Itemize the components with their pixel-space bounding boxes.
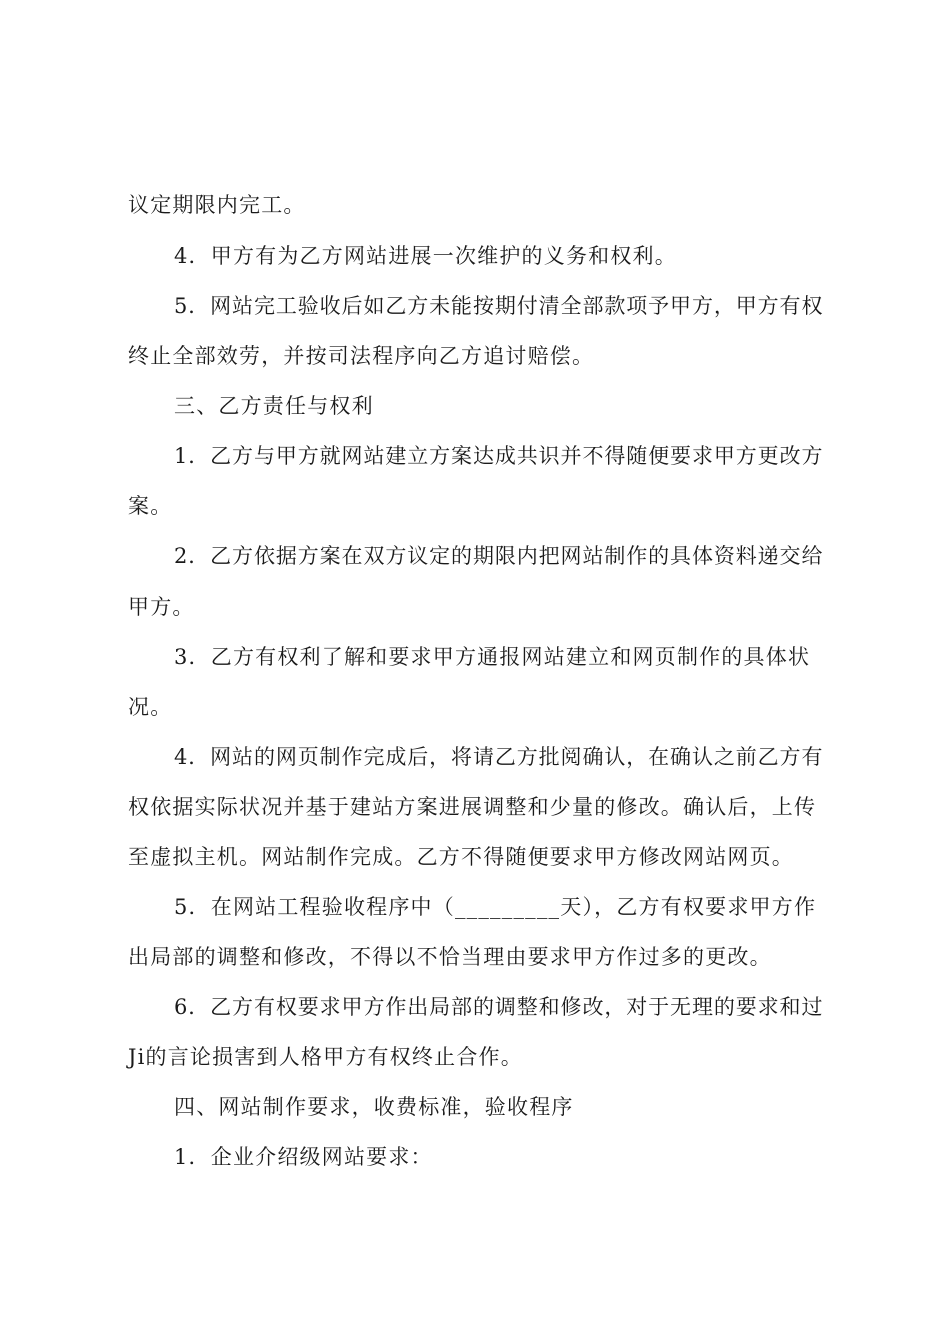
text-line-14: 至虚拟主机。网站制作完成。乙方不得随便要求甲方修改网站网页。	[128, 845, 794, 869]
text-line-15: 5．在网站工程验收程序中（_________天），乙方有权要求甲方作	[174, 895, 817, 919]
text-line-8: 2．乙方依据方案在双方议定的期限内把网站制作的具体资料递交给	[174, 544, 824, 568]
section-heading-3: 三、乙方责任与权利	[174, 394, 374, 418]
text-line-3: 5．网站完工验收后如乙方未能按期付清全部款项予甲方，甲方有权	[174, 294, 824, 318]
text-line-2: 4．甲方有为乙方网站进展一次维护的义务和权利。	[174, 244, 677, 268]
text-line-16: 出局部的调整和修改，不得以不恰当理由要求甲方作过多的更改。	[128, 945, 772, 969]
text-line-9: 甲方。	[128, 595, 195, 619]
text-line-6: 1．乙方与甲方就网站建立方案达成共识并不得随便要求甲方更改方	[174, 444, 824, 468]
text-line-10: 3．乙方有权利了解和要求甲方通报网站建立和网页制作的具体状	[174, 645, 811, 669]
text-line-11: 况。	[128, 695, 173, 719]
text-line-20: 1．企业介绍级网站要求：	[174, 1145, 433, 1169]
section-heading-4: 四、网站制作要求，收费标准，验收程序	[174, 1095, 574, 1119]
text-line-1: 议定期限内完工。	[128, 193, 306, 217]
text-line-13: 权依据实际状况并基于建站方案进展调整和少量的修改。确认后，上传	[128, 795, 817, 819]
text-line-12: 4．网站的网页制作完成后，将请乙方批阅确认，在确认之前乙方有	[174, 745, 824, 769]
text-line-17: 6．乙方有权要求甲方作出局部的调整和修改，对于无理的要求和过	[174, 995, 824, 1019]
text-line-18: Ji的言论损害到人格甲方有权终止合作。	[128, 1045, 523, 1069]
text-line-7: 案。	[128, 494, 173, 518]
text-line-4: 终止全部效劳，并按司法程序向乙方追讨赔偿。	[128, 344, 595, 368]
